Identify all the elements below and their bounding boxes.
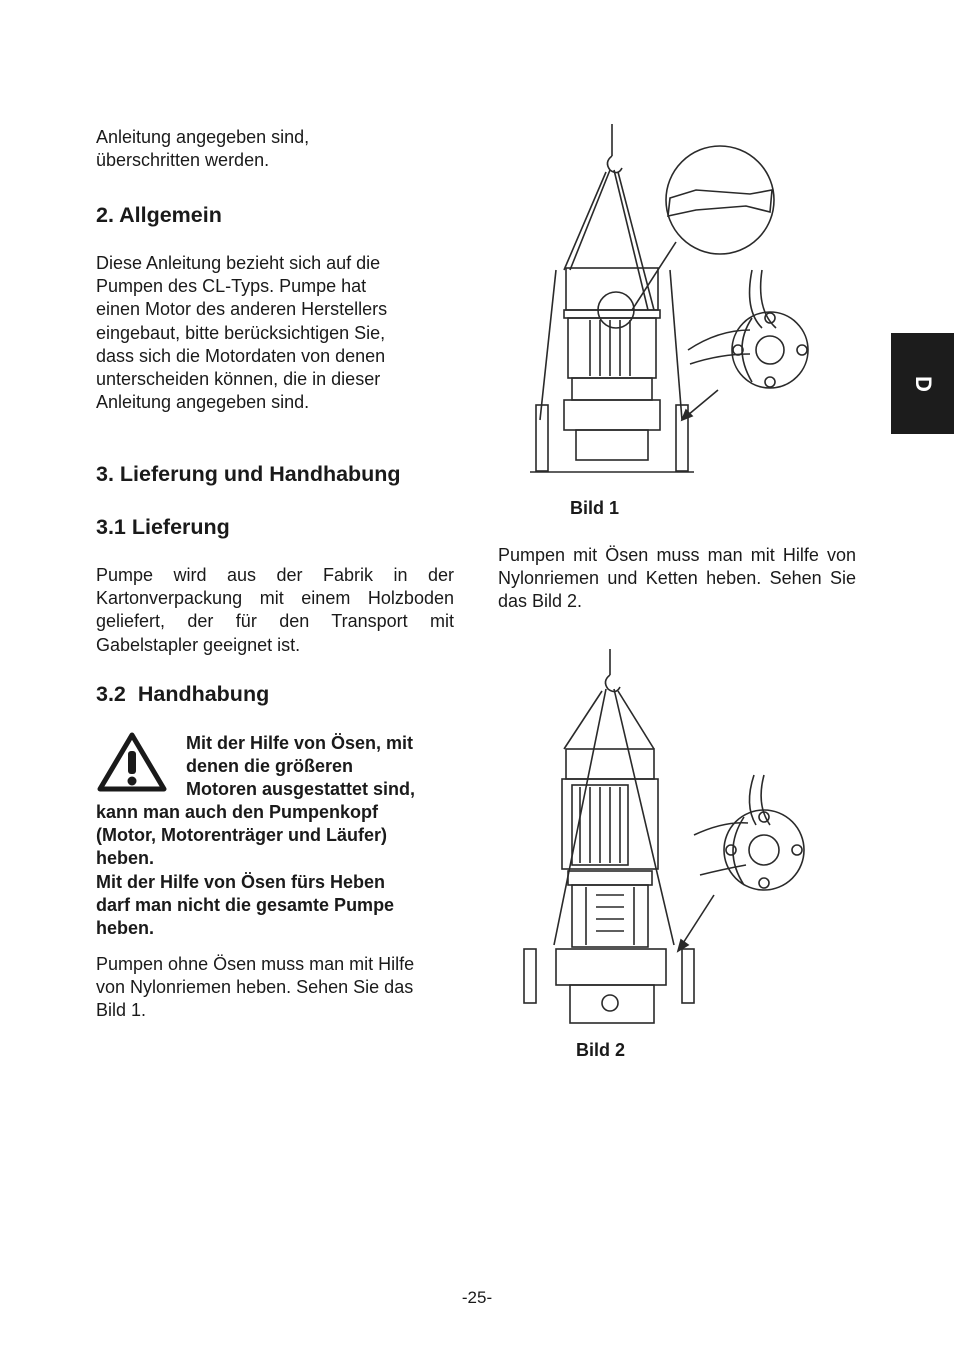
text-line: einen Motor des anderen Herstellers [96,299,388,320]
intro-paragraph [96,126,454,172]
lieferung-paragraph: Pumpe wird aus der Fabrik in der Kartonverpackung mit einem Holzboden geliefert, der für den Transport mit Gabelstapler geeignet ist. [96,565,454,655]
warning-line: heben. [96,918,155,939]
text-line: Pumpen des CL-Typs. Pumpe hat [96,276,367,297]
section-heading-lieferung-handhabung: 3. Lieferung und Handhabung [96,462,401,486]
warning-text-indented [186,732,456,802]
text-line: Anleitung angegeben sind. [96,392,310,413]
text-line: von Nylonriemen heben. Sehen Sie das [96,977,414,998]
handhabung-paragraph [96,953,454,1023]
page-number: -25- [461,1288,493,1307]
section2-paragraph [96,252,454,414]
intro-line: Anleitung angegeben sind, [96,127,310,147]
figure-1-pump-illustration [520,120,820,480]
text-line: Pumpen ohne Ösen muss man mit Hilfe [96,954,415,974]
warning-triangle-icon [96,731,168,793]
side-tab-label: D [910,375,936,392]
text-line: dass sich die Motordaten von denen [96,345,386,366]
text-line: Diese Anleitung bezieht sich auf die [96,253,381,273]
warning-text-full [96,801,454,940]
intro-line: überschritten werden. [96,150,270,171]
warning-line: Mit der Hilfe von Ösen fürs Heben [96,871,386,892]
figure-1-caption: Bild 1 [570,498,620,518]
figure-2-pump-illustration [516,645,816,1030]
subsection-heading-handhabung: 3.2 Handhabung [96,682,270,706]
warning-line: Mit der Hilfe von Ösen, mit [186,733,414,753]
right-paragraph: Pumpen mit Ösen muss man mit Hilfe von Nylonriemen und Ketten heben. Sehen Sie das Bild 2. [498,545,856,612]
warning-line: heben. [96,848,155,869]
warning-line: kann man auch den Pumpenkopf [96,802,379,822]
language-side-tab [891,333,954,434]
warning-line: denen die größeren [186,756,354,777]
text-line: unterscheiden können, die in dieser [96,369,381,390]
warning-line: Motoren ausgestattet sind, [186,779,416,800]
figure-2-caption: Bild 2 [576,1040,626,1060]
text-line: Bild 1. [96,1000,147,1021]
text-line: eingebaut, bitte berücksichtigen Sie, [96,322,386,343]
subsection-heading-lieferung: 3.1 Lieferung [96,515,230,539]
warning-line: (Motor, Motorenträger und Läufer) [96,825,387,846]
warning-line: darf man nicht die gesamte Pumpe [96,894,395,915]
section-heading-allgemein: 2. Allgemein [96,203,222,227]
